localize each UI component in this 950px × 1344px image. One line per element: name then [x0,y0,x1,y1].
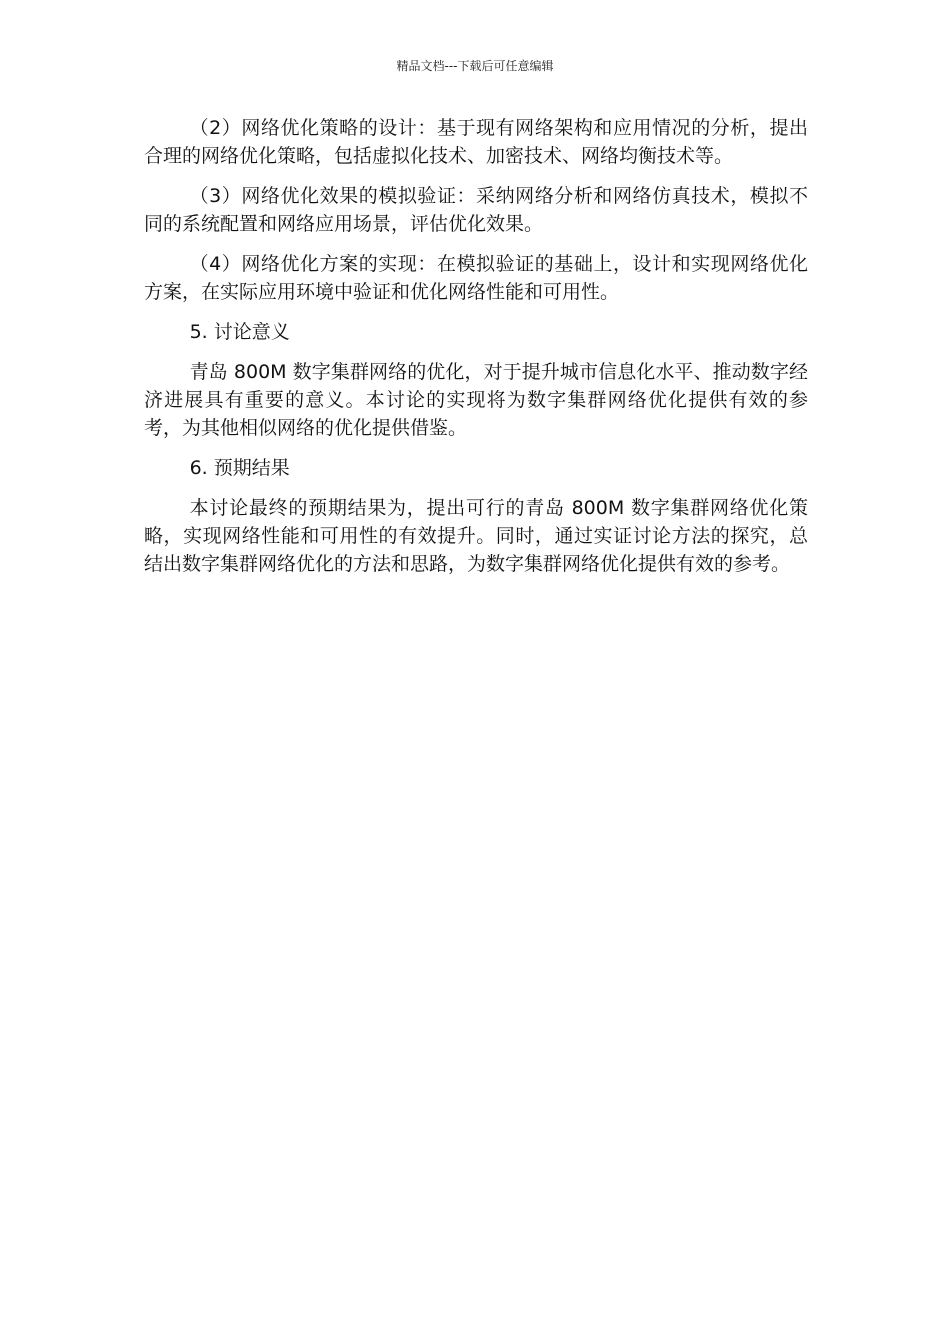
section-heading-expected-results: 6. 预期结果 [189,457,290,479]
section-heading-significance: 5. 讨论意义 [189,321,290,343]
page-header: 精品文档---下载后可任意编辑 [396,59,554,73]
paragraph-expected-results: 本讨论最终的预期结果为，提出可行的青岛 800M 数字集群网络优化策略，实现网络性能和可用性的有效提升。同时，通过实证讨论方法的探究，总结出数字集群网络优化的方法和思路，为数字集群网络优化提供有效的参考。 [144,497,808,575]
paragraph-significance: 青岛 800M 数字集群网络的优化，对于提升城市信息化水平、推动数字经济进展具有重要的意义。本讨论的实现将为数字集群网络优化提供有效的参考，为其他相似网络的优化提供借鉴。 [144,361,808,439]
paragraph-strategy-design: （2）网络优化策略的设计：基于现有网络架构和应用情况的分析，提出合理的网络优化策略，包括虚拟化技术、加密技术、网络均衡技术等。 [144,117,808,167]
paragraph-simulation-verification: （3）网络优化效果的模拟验证：采纳网络分析和网络仿真技术，模拟不同的系统配置和网络应用场景，评估优化效果。 [144,185,808,235]
document-body [144,114,808,590]
paragraph-solution-implementation: （4）网络优化方案的实现：在模拟验证的基础上，设计和实现网络优化方案，在实际应用环境中验证和优化网络性能和可用性。 [144,253,808,303]
